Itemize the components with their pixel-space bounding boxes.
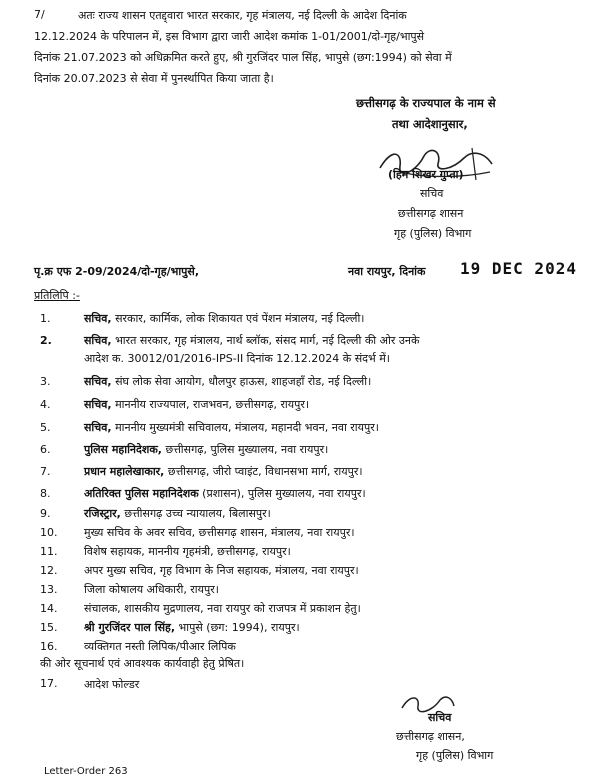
signoff-govt: छत्तीसगढ़ शासन, <box>396 730 465 743</box>
paragraph-line-2: 12.12.2024 के परिपालन में, इस विभाग द्वारा जारी आदेश कमांक 1-01/2001/दो-गृह/भापुसे <box>34 30 425 43</box>
authority-line-1: छत्तीसगढ़ के राज्यपाल के नाम से <box>356 96 496 110</box>
paragraph-line-4: दिनांक 20.07.2023 से सेवा में पुनर्स्थापित किया जाता है। <box>34 72 274 85</box>
item-17-number: 17. <box>40 677 58 690</box>
date-stamp: 19 DEC 2024 <box>460 259 577 278</box>
endorsement-reference: पृ.क्र एफ 2-09/2024/दो-गृह/भापुसे, <box>34 265 200 278</box>
signatory-dept: गृह (पुलिस) विभाग <box>394 227 472 240</box>
signatory-name: (हिम शिखर गुप्ता) <box>388 168 464 181</box>
endorsement-place: नवा रायपुर, दिनांक <box>348 265 426 278</box>
paragraph-number: 7/ <box>34 8 45 21</box>
signoff-designation: सचिव <box>428 711 452 724</box>
signatory-govt: छत्तीसगढ़ शासन <box>398 207 464 220</box>
signatory-designation: सचिव <box>420 187 444 200</box>
forward-note: की ओर सूचनार्थ एवं आवश्यक कार्यवाही हेतु प्रेषित। <box>40 657 245 670</box>
copy-label: प्रतिलिपि :- <box>34 289 80 302</box>
paragraph-line-3: दिनांक 21.07.2023 को अधिक्रमित करते हुए, श्री गुरजिंदर पाल सिंह, भापुसे (छग:1994) को सेवा में <box>34 51 452 64</box>
authority-line-2: तथा आदेशानुसार, <box>392 117 468 131</box>
footer-text: Letter-Order 263 <box>44 766 128 777</box>
paragraph-line-1: अतः राज्य शासन एतद्द्वारा भारत सरकार, गृह मंत्रालय, नई दिल्ली के आदेश दिनांक <box>78 9 407 22</box>
item-17-text: आदेश फोल्डर <box>84 678 140 691</box>
signoff-dept: गृह (पुलिस) विभाग <box>416 749 494 762</box>
